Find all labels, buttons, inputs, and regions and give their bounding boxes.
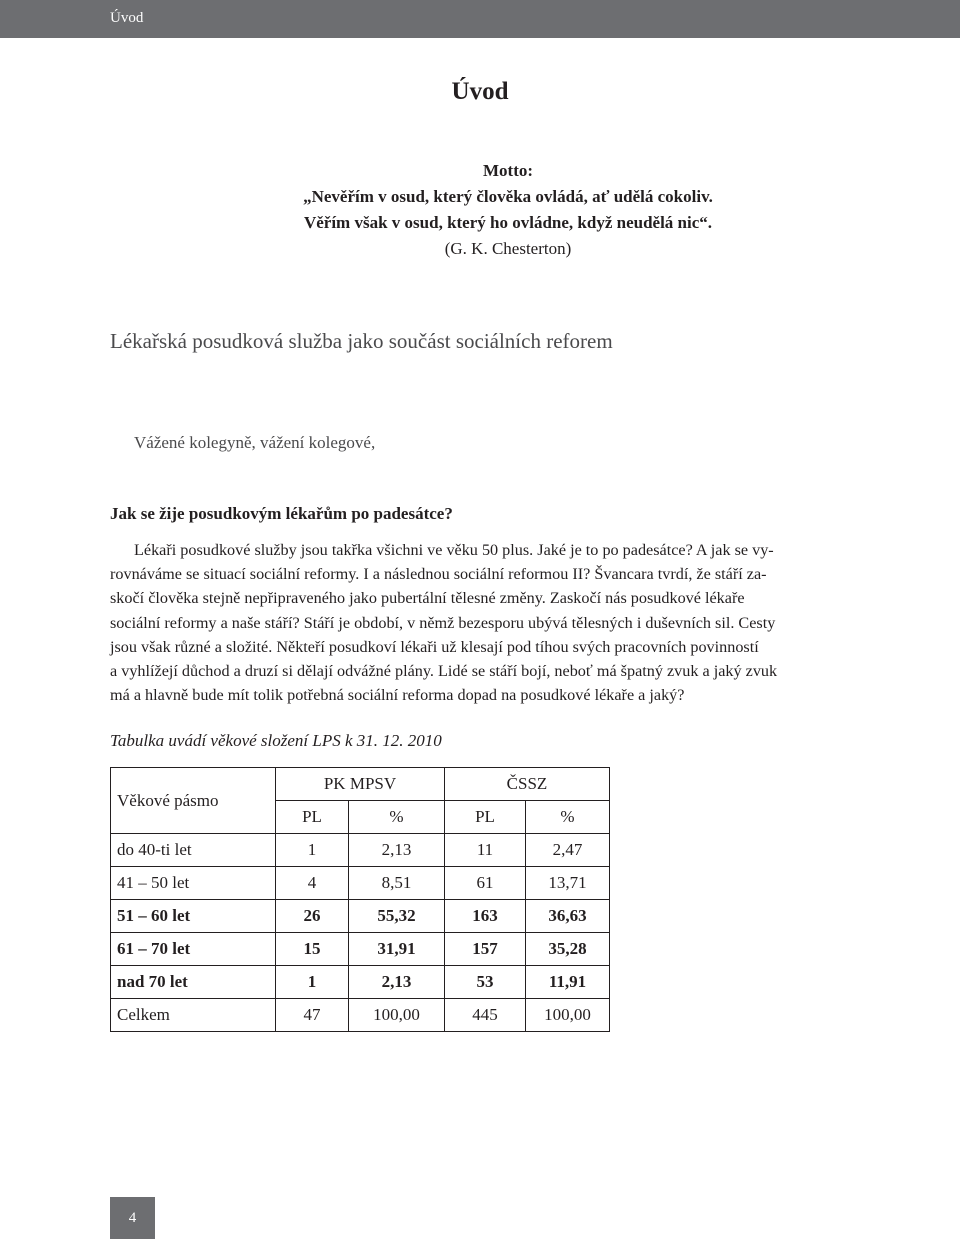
table-cell: 11,91 xyxy=(526,966,610,999)
table-cell: 15 xyxy=(276,933,349,966)
table-cell: 31,91 xyxy=(349,933,445,966)
paragraph-line: Lékaři posudkové služby jsou takřka všichni ve věku 50 plus. Jaké je to po padesátce? A jak se vy- xyxy=(134,541,774,559)
motto-quote-line-2: Věřím však v osud, který ho ovládne, když neudělá nic“. xyxy=(303,213,713,232)
motto-label: Motto: xyxy=(482,161,534,180)
page-number: 4 xyxy=(110,1197,155,1239)
table-cell: 100,00 xyxy=(526,999,610,1032)
row-label-cell: Celkem xyxy=(111,999,276,1032)
paragraph-line: a vyhlížejí důchod a druzí si dělají odvážné plány. Lidé se stáří bojí, neboť má špatný zvuk a jaký zvuk xyxy=(110,662,778,681)
table-cell: 2,47 xyxy=(526,834,610,867)
paragraph-line: sociální reformy a naše stáří? Stáří je období, v němž bezesporu ubývá tělesných i duševních sil. Cesty xyxy=(110,613,776,632)
paragraph-line: rovnáváme se situací sociální reformy. I a následnou sociální reformou II? Švancara tvrdí, že stáří za- xyxy=(110,565,767,584)
table-cell: 2,13 xyxy=(349,966,445,999)
table-cell: 26 xyxy=(276,900,349,933)
row-label-cell: 41 – 50 let xyxy=(111,867,276,900)
table-header-row xyxy=(111,768,610,801)
table-row xyxy=(111,867,610,900)
group-header-pk-mpsv: PK MPSV xyxy=(276,768,445,801)
table-row xyxy=(111,966,610,999)
row-label-cell: 61 – 70 let xyxy=(111,933,276,966)
subheader-cell: % xyxy=(526,801,610,834)
running-header-title: Úvod xyxy=(110,10,144,26)
motto-block xyxy=(0,158,960,262)
page-title: Úvod xyxy=(451,78,509,105)
paragraph-line: má a hlavně bude mít tolik potřebná sociální reforma dopad na posudkové lékaře a jaký? xyxy=(110,686,685,705)
table-cell: 35,28 xyxy=(526,933,610,966)
row-label-cell: nad 70 let xyxy=(111,966,276,999)
table-row xyxy=(111,834,610,867)
table-row xyxy=(111,933,610,966)
table-cell: 61 xyxy=(445,867,526,900)
table-cell: 100,00 xyxy=(349,999,445,1032)
motto-quote-line-1: „Nevěřím v osud, který člověka ovládá, ať udělá cokoliv. xyxy=(303,187,713,206)
running-header-bar xyxy=(0,0,960,38)
table-caption: Tabulka uvádí věkové složení LPS k 31. 12. 2010 xyxy=(110,731,442,750)
table-cell: 1 xyxy=(276,834,349,867)
paragraph-line: skočí člověka stejně nepřipraveného jako pubertální tělesné změny. Zaskočí nás posudkové lékaře xyxy=(110,589,745,608)
table-cell: 157 xyxy=(445,933,526,966)
table-cell: 4 xyxy=(276,867,349,900)
section-heading: Lékařská posudková služba jako součást sociálních reforem xyxy=(110,329,613,353)
table-cell: 13,71 xyxy=(526,867,610,900)
table-cell: 47 xyxy=(276,999,349,1032)
row-header-cell: Věkové pásmo xyxy=(111,768,276,834)
table-cell: 2,13 xyxy=(349,834,445,867)
body-paragraph xyxy=(110,538,850,707)
table-cell: 1 xyxy=(276,966,349,999)
age-structure-table xyxy=(110,767,610,1032)
group-header-cssz: ČSSZ xyxy=(445,768,610,801)
subheader-cell: PL xyxy=(445,801,526,834)
row-label-cell: 51 – 60 let xyxy=(111,900,276,933)
table-cell: 163 xyxy=(445,900,526,933)
paragraph-line: jsou však různé a složité. Někteří posudkoví lékaři už klesají pod tíhou svých pracovních povinností xyxy=(110,637,759,656)
table-cell: 445 xyxy=(445,999,526,1032)
motto-attribution: (G. K. Chesterton) xyxy=(444,239,572,258)
question-heading: Jak se žije posudkovým lékařům po padesátce? xyxy=(110,504,453,523)
salutation: Vážené kolegyně, vážení kolegové, xyxy=(134,433,376,452)
subheader-cell: % xyxy=(349,801,445,834)
subheader-cell: PL xyxy=(276,801,349,834)
table-cell: 53 xyxy=(445,966,526,999)
table-cell: 8,51 xyxy=(349,867,445,900)
table-row xyxy=(111,900,610,933)
table-cell: 11 xyxy=(445,834,526,867)
table-row xyxy=(111,999,610,1032)
table-cell: 55,32 xyxy=(349,900,445,933)
row-label-cell: do 40-ti let xyxy=(111,834,276,867)
table-cell: 36,63 xyxy=(526,900,610,933)
